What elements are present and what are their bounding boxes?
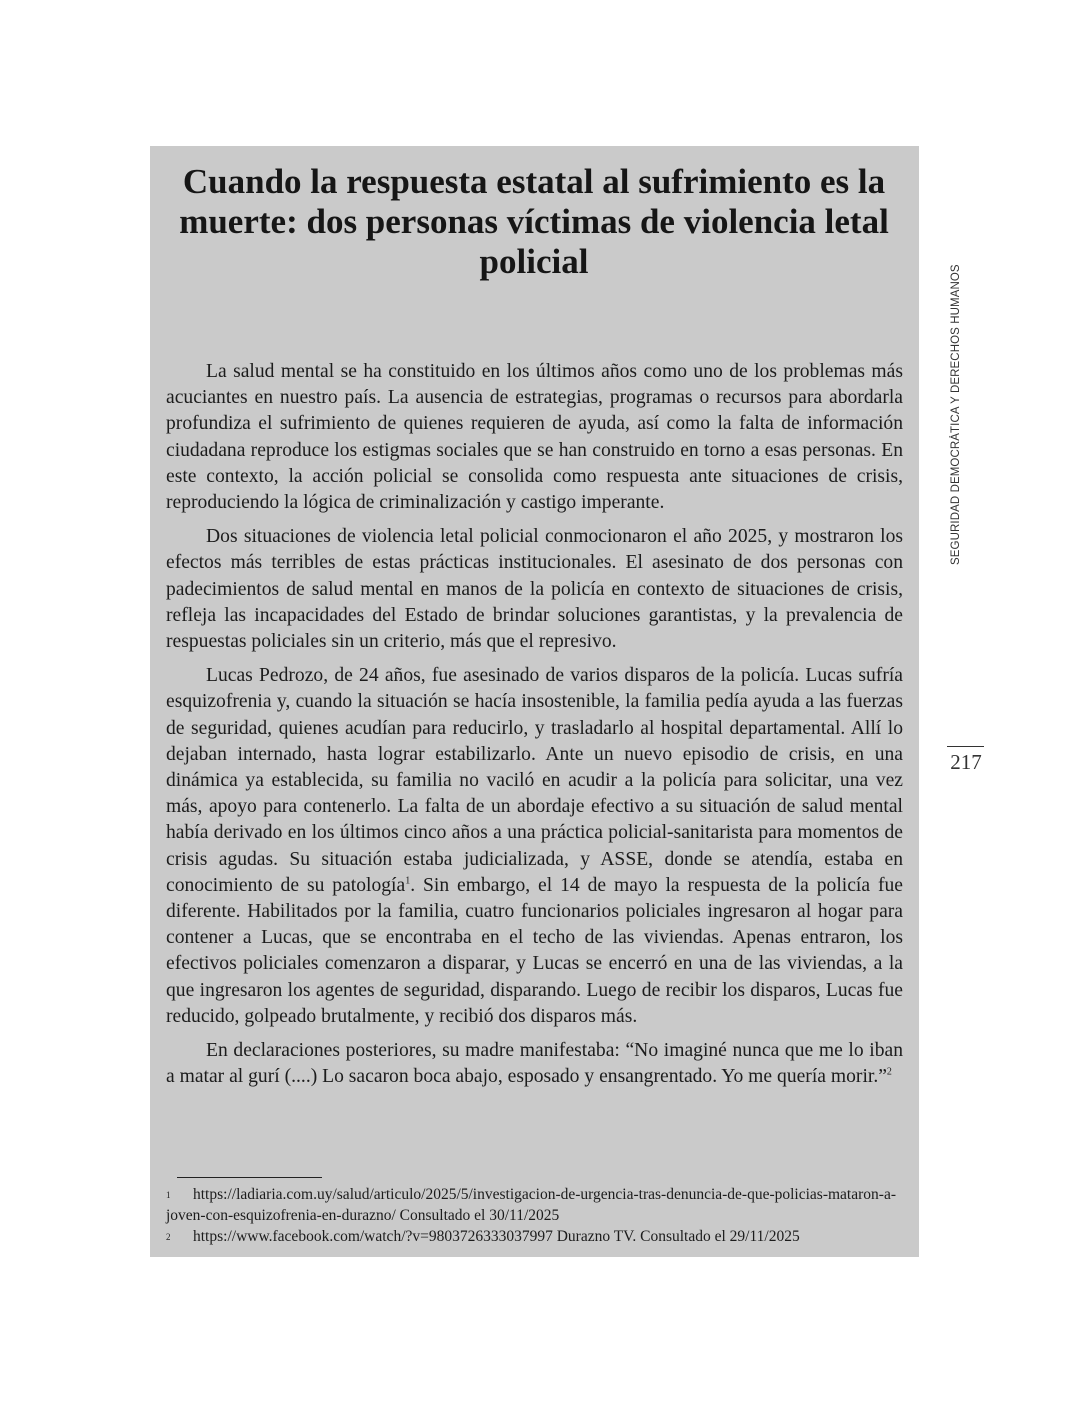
footnotes: [166, 1184, 903, 1247]
paragraph-2: Dos situaciones de violencia letal policial conmocionaron el año 2025, y mostraron los efectos más terribles de estas prácticas institucionales. El asesinato de dos personas con padecimientos de salud mental en manos de la policía en contexto de situaciones de crisis, refleja las incapacidades del Estado de brindar soluciones garantistas, y la prevalencia de respuestas policiales sin un criterio, más que el represivo.: [166, 526, 903, 653]
footnote-1: [166, 1184, 903, 1226]
article-body: [166, 359, 903, 1098]
paragraph-3-part-1: Lucas Pedrozo, de 24 años, fue asesinado de varios disparos de la policía. Lucas sufría esquizofrenia y, cuando la situación se hacía insostenible, la familia pedía ayuda a las fuerzas de seguridad, quienes acudían para reducirlo, y trasladarlo al hospital departamental. Allí lo dejaban internado, hasta lograr estabilizarlo. Ante un nuevo episodio de crisis, en una dinámica ya establecida, su familia no vaciló en acudir a la policía para solicitar, una vez más, apoyo para contenerlo. La falta de un abordaje efectivo a su situación de salud mental había derivado en los últimos cinco años a una práctica policial-sanitarista para momentos de crisis agudas. Su situación estaba judicializada, y ASSE, donde se atendía, estaba en conocimiento de su patología: [166, 665, 903, 896]
paragraph-4-text: En declaraciones posteriores, su madre manifestaba: “No imaginé nunca que me lo iban a matar al gurí (....) Lo sacaron boca abajo, esposado y ensangrentado. Yo me quería morir.”: [166, 1040, 903, 1088]
paragraph-3-part-2: . Sin embargo, el 14 de mayo la respuesta de la policía fue diferente. Habilitados por la familia, cuatro funcionarios policiales ingresaron al hogar para contener a Lucas, que se encontraba en el techo de las viviendas. Apenas entraron, los efectivos policiales comenzaron a disparar, y Lucas se encerró en una de las viviendas, a la que ingresaron los agentes de seguridad, disparando. Luego de recibir los disparos, Lucas fue reducido, golpeado brutalmente, y recibió dos disparos más.: [166, 874, 903, 1027]
footnote-1-number: 1: [166, 1190, 171, 1200]
footnote-2-text: https://www.facebook.com/watch/?v=9803726333037997 Durazno TV. Consultado el 29/11/2025: [193, 1228, 800, 1245]
page-number: 217: [950, 750, 982, 774]
page-number-rule: [947, 746, 984, 747]
running-head: SEGURIDAD DEMOCRÁTICA Y DERECHOS HUMANOS: [950, 264, 962, 565]
footnote-ref-2: 2: [886, 1066, 892, 1078]
footnote-2: [166, 1226, 903, 1247]
footnote-ref-1: 1: [405, 875, 411, 887]
paragraph-1: La salud mental se ha constituido en los últimos años como uno de los problemas más acuciantes en nuestro país. La ausencia de estrategias, programas o recursos para abordarla profundiza el sufrimiento de quienes requieren de ayuda, así como la falta de información ciudadana reproduce los estigmas sociales que se han construido en torno a esas personas. En este contexto, la acción policial se consolida como respuesta ante situaciones de crisis, reproduciendo la lógica de criminalización y castigo imperante.: [166, 361, 903, 514]
article-title: Cuando la respuesta estatal al sufrimiento es la muerte: dos personas víctimas de violencia letal policial: [179, 162, 889, 281]
paragraph-4: [166, 1038, 903, 1090]
footnote-1-text: https://ladiaria.com.uy/salud/articulo/2025/5/investigacion-de-urgencia-tras-denuncia-de-que-policias-mataron-a-joven-con-esquizofrenia-en-durazno/ Consultado el 30/11/2025: [166, 1186, 896, 1224]
paragraph-3: [166, 663, 903, 1030]
footnote-2-number: 2: [166, 1232, 171, 1242]
footnote-separator: [177, 1177, 322, 1178]
